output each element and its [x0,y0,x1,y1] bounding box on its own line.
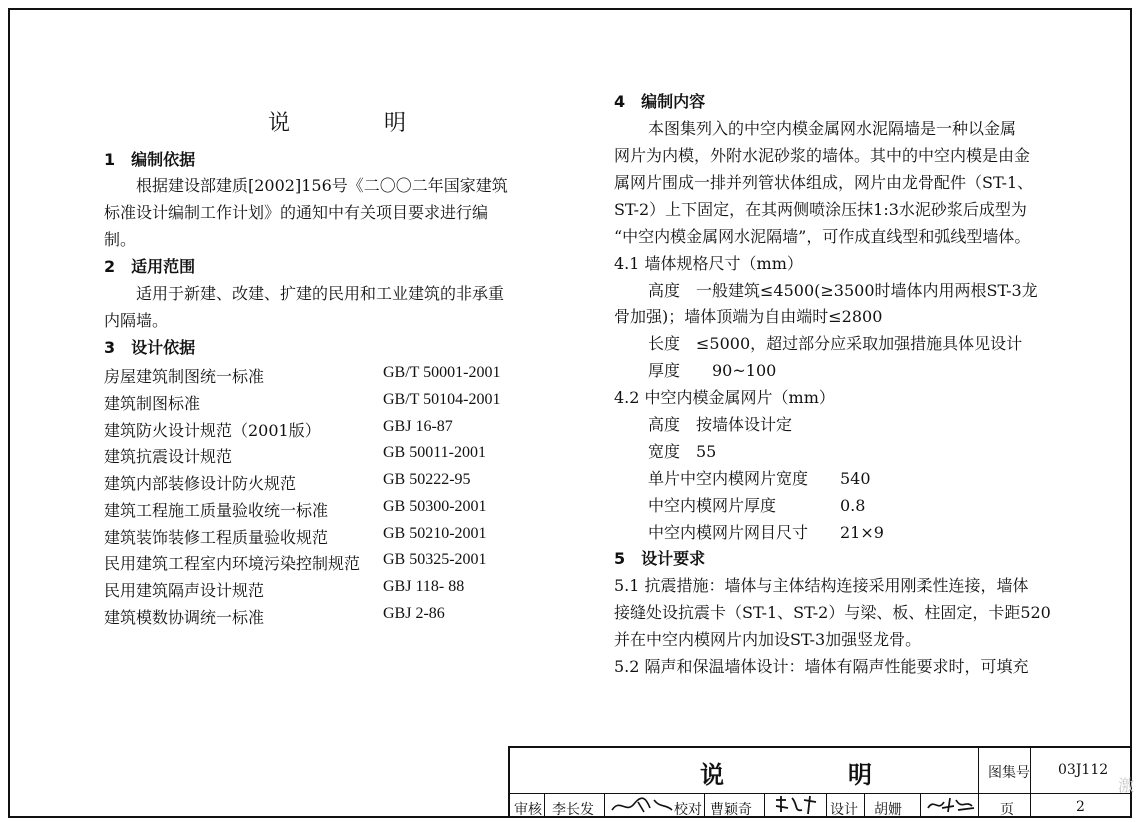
title-block-divider [604,793,605,818]
standard-code: GB 50325-2001 [383,551,487,568]
review-label: 审核 [514,802,542,818]
page-label: 页 [1000,802,1014,818]
standard-code: GB 50011-2001 [383,444,486,461]
paragraph-line: 本图集列入的中空内模金属网水泥隔墙是一种以金属 [648,119,1017,138]
section-heading-4: 4 编制内容 [614,92,706,111]
standard-code: GBJ 16-87 [383,418,453,435]
paragraph-line: 制。 [104,230,137,249]
atlas-number-label: 图集号 [988,765,1030,781]
standard-name: 建筑模数协调统一标准 [104,608,265,627]
paragraph-line: 接缝处设抗震卡（ST-1、ST-2）与梁、板、柱固定，卡距520 [614,603,1051,622]
standard-code: GB 50222-95 [383,471,471,488]
designer-signature [924,794,976,816]
subsection-4-2: 4.2 中空内模金属网片（mm） [614,388,835,407]
section-heading-2: 2 适用范围 [104,257,196,276]
title-block-divider [544,793,545,818]
paragraph-line: ST-2）上下固定，在其两侧喷涂压抹1:3水泥砂浆后成型为 [614,200,1027,219]
standard-name: 建筑制图标准 [104,394,201,413]
standard-code: GB 50210-2001 [383,525,487,542]
paragraph-line: 骨加强)；墙体顶端为自由端时≤2800 [614,307,883,326]
atlas-number: 03J112 [1058,762,1109,778]
paragraph-line: 宽度 55 [648,442,717,461]
title-block-divider [704,793,705,818]
standard-name: 建筑防火设计规范（2001版） [104,421,321,440]
paragraph-line: 5.2 隔声和保温墙体设计：墙体有隔声性能要求时，可填充 [614,657,1029,676]
title-block-divider [920,793,921,818]
section-heading-5: 5 设计要求 [614,549,706,568]
standard-name: 建筑内部装修设计防火规范 [104,474,297,493]
title-block-divider [1030,748,1031,818]
title-block-divider [978,748,979,818]
standard-name: 房屋建筑制图统一标准 [104,367,265,386]
paragraph-line: 单片中空内模网片宽度 540 [648,469,871,488]
checker-signature [772,794,822,816]
standard-name: 建筑装饰装修工程质量验收规范 [104,528,329,547]
standard-name: 建筑抗震设计规范 [104,447,233,466]
standard-name: 建筑工程施工质量验收统一标准 [104,501,329,520]
section-heading-1: 1 编制依据 [104,150,196,169]
title-block-divider [826,793,827,818]
paragraph-line: 5.1 抗震措施：墙体与主体结构连接采用刚柔性连接，墙体 [614,576,1029,595]
paragraph-line: 并在中空内模网片内加设ST-3加强竖龙骨。 [614,630,922,649]
standard-name: 民用建筑工程室内环境污染控制规范 [104,554,361,573]
document-title: 说 明 [268,111,443,136]
paragraph-line: 属网片围成一排并列管状体组成，网片由龙骨配件（ST-1、 [614,173,1034,192]
paragraph-line: 长度 ≤5000，超过部分应采取加强措施具体见设计 [648,334,1023,353]
reviewer-signature [610,794,676,816]
paragraph-line: 中空内模网片网目尺寸 21×9 [648,523,884,542]
paragraph-line: 中空内模网片厚度 0.8 [648,496,866,515]
paragraph-line: 标准设计编制工作计划》的通知中有关项目要求进行编 [104,203,489,222]
standard-code: GB/T 50001-2001 [383,364,501,381]
checker-name: 曹颖奇 [710,802,752,818]
paragraph-line: 网片为内模，外附水泥砂浆的墙体。其中的中空内模是由金 [614,146,1031,165]
subsection-4-1: 4.1 墙体规格尺寸（mm） [614,254,803,273]
standard-code: GBJ 2-86 [383,605,445,622]
design-label: 设计 [830,802,858,818]
paragraph-line: 高度 一般建筑≤4500(≥3500时墙体内用两根ST-3龙 [648,281,1038,300]
watermark-text: 激 [1118,776,1135,795]
reviewer-name: 李长发 [552,802,594,818]
standard-name: 民用建筑隔声设计规范 [104,581,265,600]
paragraph-line: 内隔墙。 [104,311,169,330]
title-block-title: 说 明 [700,761,922,789]
check-label: 校对 [674,802,702,818]
title-block-divider [764,793,765,818]
standard-code: GB/T 50104-2001 [383,391,501,408]
standard-code: GB 50300-2001 [383,498,487,515]
designer-name: 胡姗 [874,802,902,818]
section-heading-3: 3 设计依据 [104,338,196,357]
page-number: 2 [1076,799,1085,815]
title-block [508,746,1135,818]
paragraph-line: 根据建设部建质[2002]156号《二〇〇二年国家建筑 [136,176,508,195]
paragraph-line: 适用于新建、改建、扩建的民用和工业建筑的非承重 [136,284,505,303]
standard-code: GBJ 118- 88 [383,578,465,595]
paragraph-line: 厚度 90~100 [648,361,777,380]
title-block-divider [864,793,865,818]
paragraph-line: “中空内模金属网水泥隔墙”，可作成直线型和弧线型墙体。 [614,227,1031,246]
paragraph-line: 高度 按墙体设计定 [648,415,793,434]
